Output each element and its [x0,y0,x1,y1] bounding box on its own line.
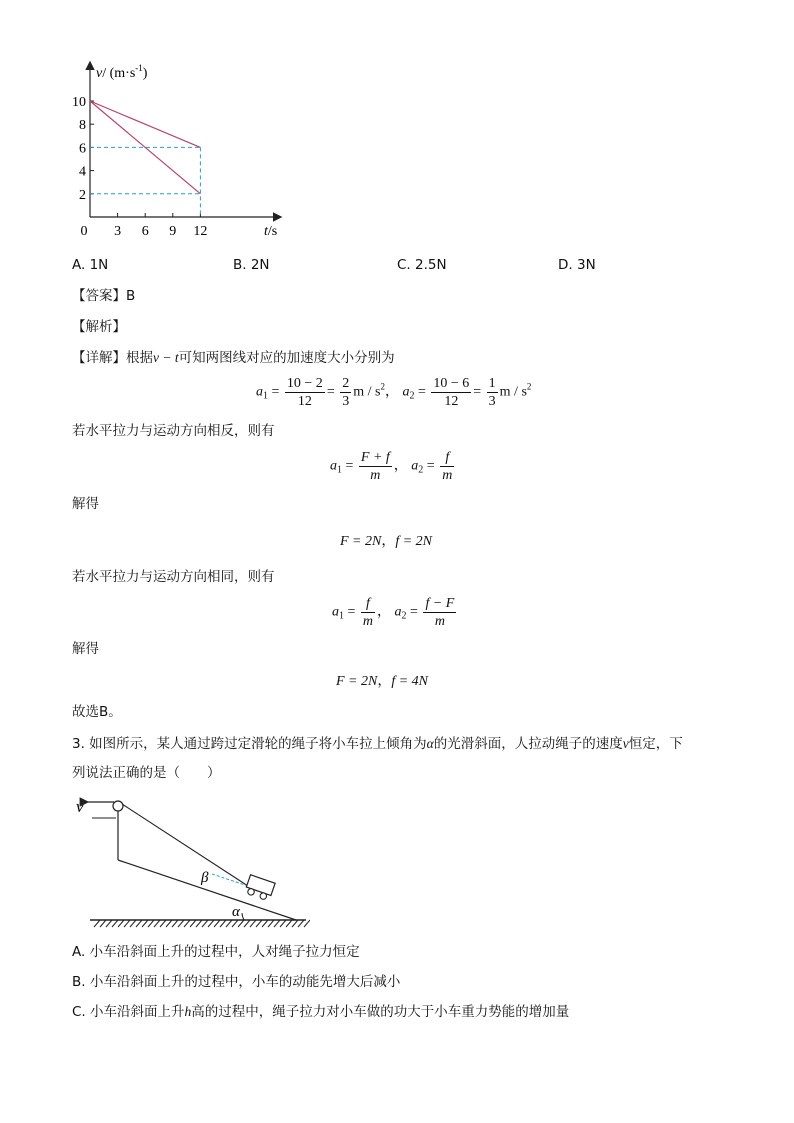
x-tick-label-3: 3 [114,224,122,239]
y-tick-label-8: 8 [79,118,86,134]
case2-text: 若水平拉力与运动方向相同，则有 [72,569,275,585]
series-line-1 [90,101,200,147]
solve2-text: 解得 [72,641,99,657]
option-b[interactable]: B. 2N [233,257,270,273]
incline-figure [70,790,310,930]
rope [122,804,248,886]
x-tick-label-6: 6 [141,224,149,239]
equation-case1: $a_1$ = $\frac{F + f}{m}$ ， $a_2$ = $\frac{f}{m}$ [330,450,453,483]
y-tick-label-10: 10 [72,95,86,110]
analysis-label: 【解析】 [72,319,126,335]
y-tick-label-6: 6 [79,141,86,157]
y-tick-label-2: 2 [79,187,86,203]
beta-label: β [201,870,209,886]
result-case2: F = 2N，f = 4N [336,674,429,689]
solve1-text: 解得 [72,496,99,512]
case1-text: 若水平拉力与运动方向相反，则有 [72,423,275,439]
vt-chart [60,55,300,245]
x-tick-label-9: 9 [169,224,177,239]
option-d[interactable]: D. 3N [558,257,596,273]
velocity-label: v [76,797,84,816]
option-c[interactable]: C. 2.5N [397,257,447,273]
detail-text: 【详解】根据v − t可知两图线对应的加速度大小分别为 [72,350,395,366]
answer-label: 【答案】B [72,288,136,304]
origin-label: 0 [80,224,88,239]
equation-case2: $a_1$ = $\frac{f}{m}$ ， $a_2$ = $\frac{f - F}{m}$ [332,596,455,629]
pulley [113,801,123,811]
result-case1: F = 2N，f = 2N [340,534,433,549]
q3-option-b[interactable]: B. 小车沿斜面上升的过程中，小车的动能先增大后减小 [72,974,401,990]
x-axis-label: t/s [264,224,278,239]
q3-option-c[interactable]: C. 小车沿斜面上升h高的过程中，绳子拉力对小车做的功大于小车重力势能的增加量 [72,1004,570,1020]
y-tick-label-4: 4 [79,164,86,180]
q3-stem-line1: 3. 如图所示，某人通过跨过定滑轮的绳子将小车拉上倾角为α的光滑斜面，人拉动绳子的速度v恒定，下 [72,736,683,752]
y-axis-label: v/ $(m\cdot s^{-1})$ [96,63,148,81]
ground-hatch [94,920,310,927]
cart [244,875,275,902]
alpha-label: α [232,904,240,920]
option-a[interactable]: A. 1N [72,257,109,273]
q3-option-a[interactable]: A. 小车沿斜面上升的过程中，人对绳子拉力恒定 [72,944,360,960]
rope-guide [212,874,248,886]
choose-text: 故选B。 [72,704,122,720]
equation-accelerations: $a_1$ = $\frac{10 - 2}{12}$ = $\frac{2}{3}$ m / $s^2$， $a_2$ = $\frac{10 - 6}{12}$ = $\frac{1}{3}$ m / $s^2$ [256,376,532,409]
x-tick-label-12: 12 [193,224,208,239]
q3-stem-line2: 列说法正确的是（ ） [72,765,221,781]
